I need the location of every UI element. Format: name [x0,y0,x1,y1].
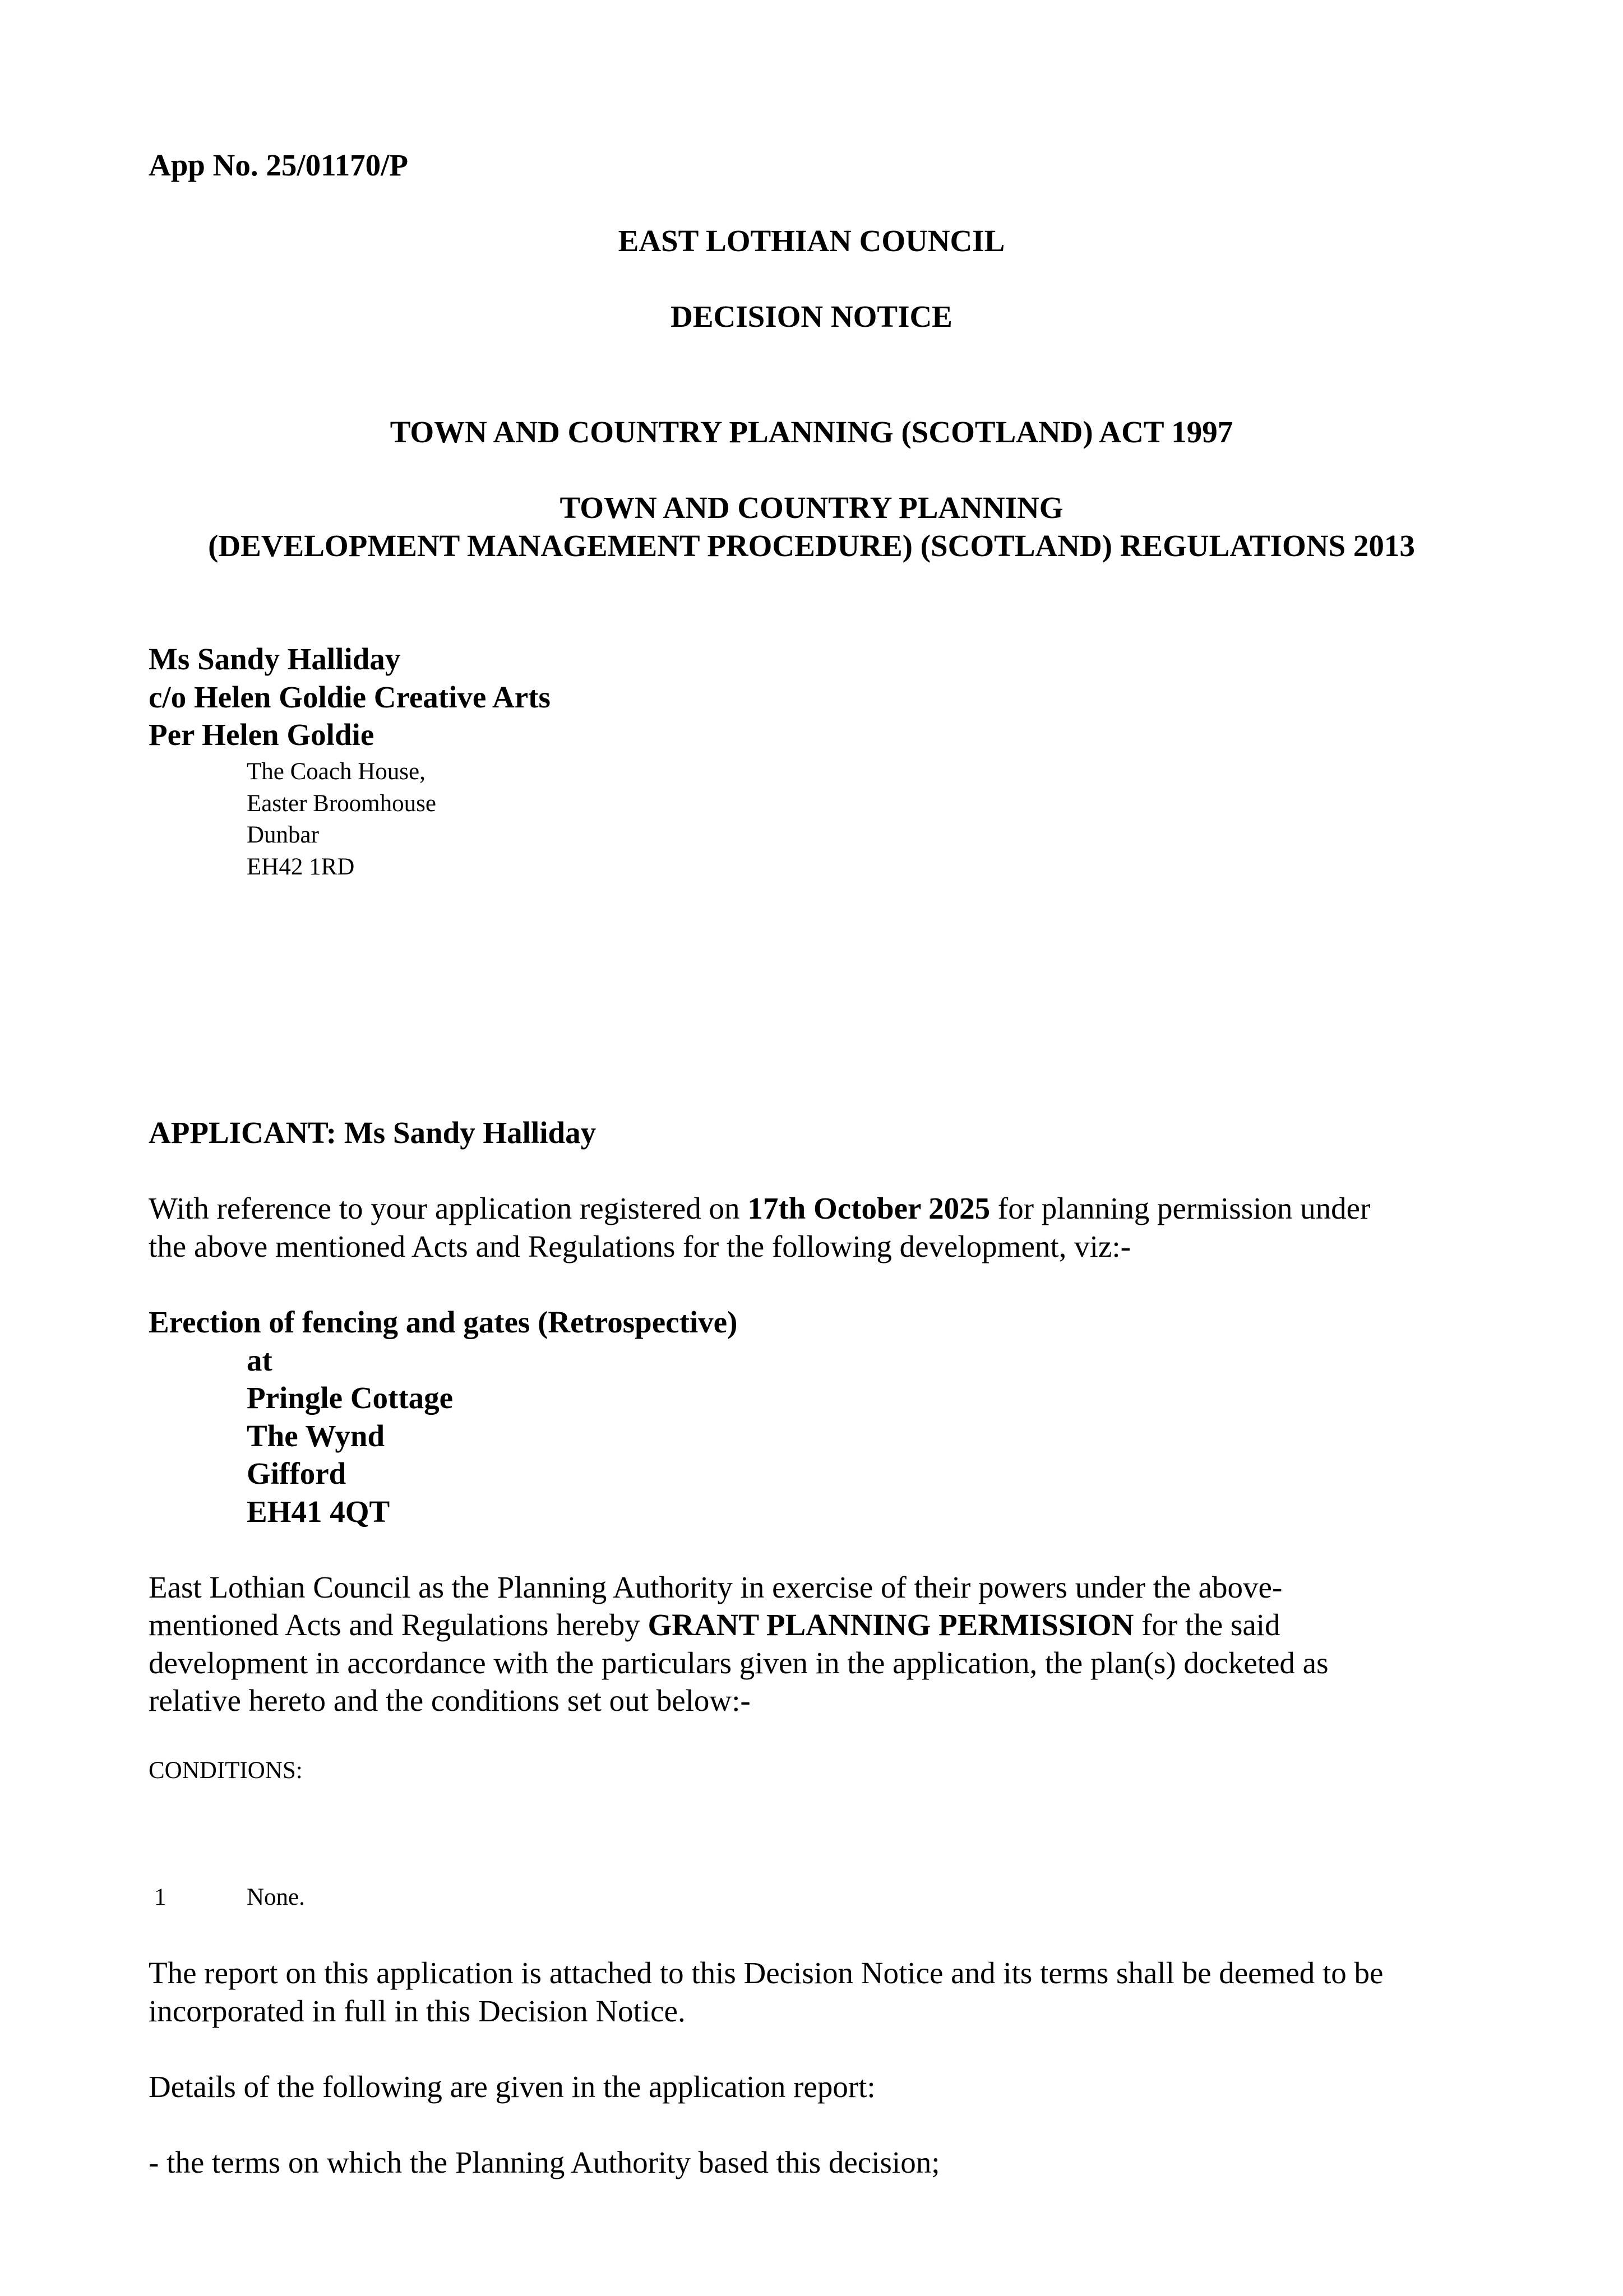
site-address-line: The Wynd [247,1419,385,1453]
reference-paragraph-line-1 [149,1193,1370,1224]
registered-date: 17th October 2025 [747,1191,991,1225]
decision-paragraph-line-1: East Lothian Council as the Planning Authority in exercise of their powers under the above- [149,1570,1283,1604]
act-title: TOWN AND COUNTRY PLANNING (SCOTLAND) ACT 1997 [390,415,1233,449]
condition-number: 1 [154,1884,167,1910]
details-list-item: - the terms on which the Planning Authority based this decision; [149,2145,940,2179]
decision-paragraph-line-3: development in accordance with the particulars given in the application, the plan(s) docketed as [149,1646,1329,1680]
reference-paragraph-line-2: the above mentioned Acts and Regulations for the following development, viz:- [149,1229,1131,1263]
addressee-per: Per Helen Goldie [149,718,374,752]
decision-paragraph-line-2 [149,1609,1280,1640]
site-address-line: Pringle Cottage [247,1381,454,1415]
applicant-line: APPLICANT: Ms Sandy Halliday [149,1115,597,1150]
conditions-heading: CONDITIONS: [149,1757,303,1784]
development-at: at [247,1343,272,1377]
report-paragraph-line-2: incorporated in full in this Decision Notice. [149,1994,686,2028]
report-paragraph-line-1: The report on this application is attached to this Decision Notice and its terms shall be deemed to be [149,1956,1384,1990]
development-description: Erection of fencing and gates (Retrospective) [149,1305,738,1339]
addressee-name: Ms Sandy Halliday [149,642,401,676]
decision-paragraph-line-4: relative hereto and the conditions set out below:- [149,1683,751,1718]
addressee-care-of: c/o Helen Goldie Creative Arts [149,680,551,714]
regulations-title-line-1: TOWN AND COUNTRY PLANNING [560,490,1063,525]
address-postcode: EH42 1RD [247,854,355,880]
decision-text-suffix: for the said [1134,1608,1280,1642]
reference-text-suffix: for planning permission under [990,1191,1371,1225]
address-line: Easter Broomhouse [247,790,436,817]
details-intro: Details of the following are given in the application report: [149,2070,876,2104]
decision-text-prefix: mentioned Acts and Regulations hereby [149,1608,648,1642]
site-postcode: EH41 4QT [247,1494,390,1529]
condition-text: None. [247,1884,305,1910]
address-line: The Coach House, [247,758,426,785]
council-name: EAST LOTHIAN COUNCIL [618,224,1005,258]
address-line: Dunbar [247,822,319,848]
regulations-title-line-2: (DEVELOPMENT MANAGEMENT PROCEDURE) (SCOTLAND) REGULATIONS 2013 [208,529,1415,563]
application-number: App No. 25/01170/P [149,148,408,182]
site-address-line: Gifford [247,1456,346,1490]
notice-title: DECISION NOTICE [671,299,952,334]
decision-outcome: GRANT PLANNING PERMISSION [648,1608,1134,1642]
reference-text-prefix: With reference to your application registered on [149,1191,748,1225]
